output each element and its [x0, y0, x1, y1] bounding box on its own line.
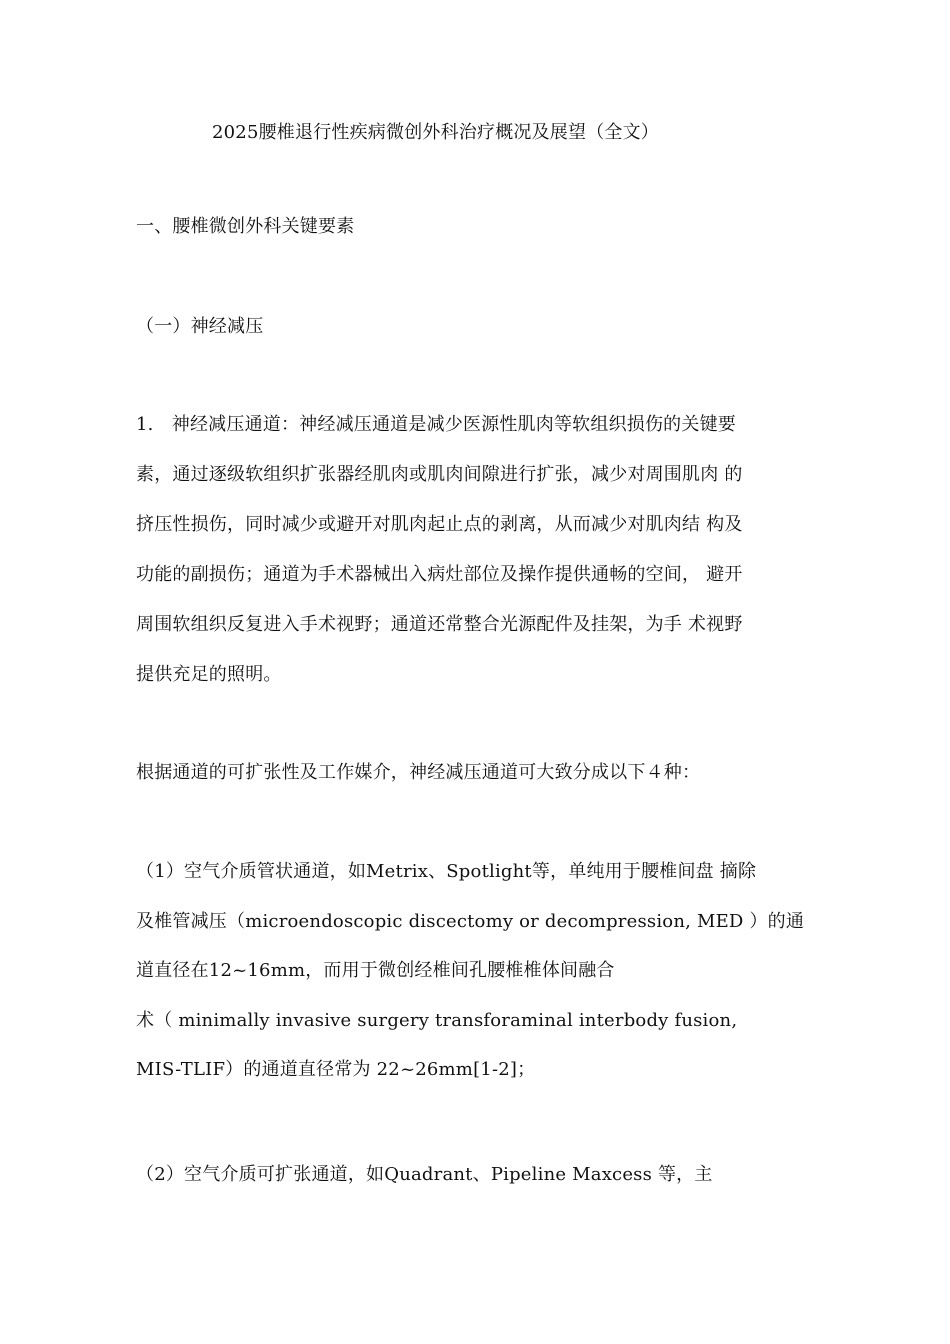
- section-heading: 一、腰椎微创外科关键要素: [136, 216, 355, 237]
- document-title: 2025腰椎退行性疾病微创外科治疗概况及展望（全文）: [212, 122, 660, 143]
- paragraph-line: 1. 神经减压通道：神经减压通道是减少医源性肌肉等软组织损伤的关键要: [136, 414, 736, 435]
- paragraph-line: 挤压性损伤，同时减少或避开对肌肉起止点的剥离，从而减少对肌肉结 构及: [136, 514, 743, 535]
- paragraph-line: 术（ minimally invasive surgery transforaminal interbody fusion,: [136, 1010, 738, 1031]
- paragraph-line: 及椎管减压（microendoscopic discectomy or decompression, MED ）的通: [136, 911, 805, 932]
- paragraph-4: （2）空气介质可扩张通道，如Quadrant、Pipeline Maxcess 等，主: [136, 1164, 713, 1185]
- paragraph-2: 根据通道的可扩张性及工作媒介，神经减压通道可大致分成以下４种：: [136, 762, 701, 783]
- paragraph-line: （1）空气介质管状通道，如Metrix、Spotlight等，单纯用于腰椎间盘 摘除: [136, 861, 757, 882]
- subsection-heading: （一）神经减压: [136, 316, 264, 337]
- paragraph-line: 提供充足的照明。: [136, 664, 282, 685]
- paragraph-line: 功能的副损伤；通道为手术器械出入病灶部位及操作提供通畅的空间， 避开: [136, 564, 743, 585]
- paragraph-line: 素，通过逐级软组织扩张器经肌肉或肌肉间隙进行扩张，减少对周围肌肉 的: [136, 464, 743, 485]
- paragraph-line: MIS-TLIF）的通道直径常为 22~26mm[1-2]；: [136, 1059, 536, 1080]
- paragraph-line: 周围软组织反复进入手术视野；通道还常整合光源配件及挂架，为手 术视野: [136, 614, 743, 635]
- paragraph-line: 道直径在12~16mm，而用于微创经椎间孔腰椎椎体间融合: [136, 960, 615, 981]
